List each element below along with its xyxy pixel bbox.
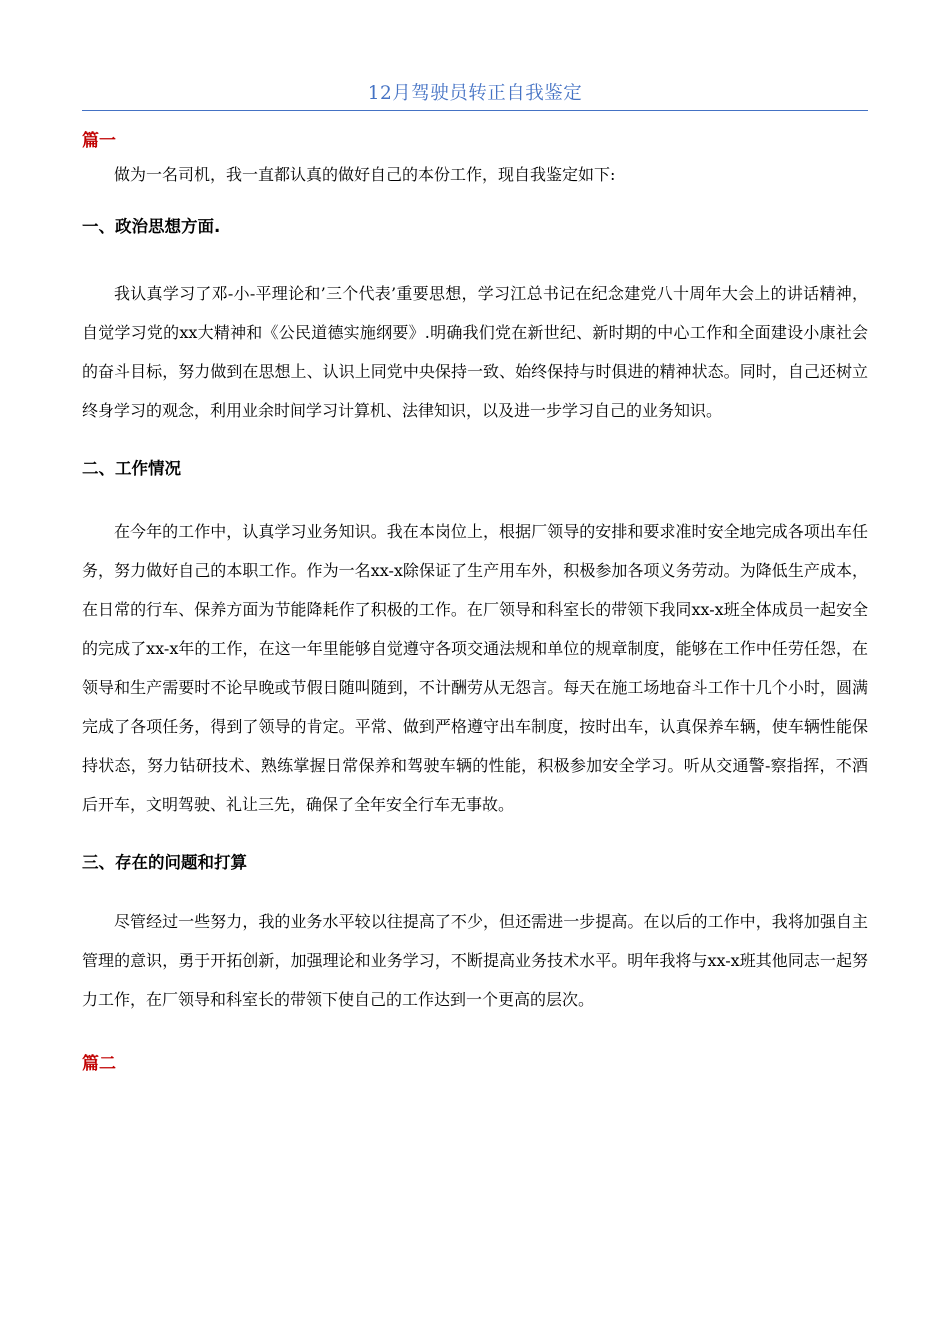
section-heading-work: 二、工作情况	[82, 459, 181, 478]
intro-paragraph: 做为一名司机，我一直都认真的做好自己的本份工作，现自我鉴定如下:	[114, 165, 616, 184]
part-heading-2: 篇二	[82, 1054, 116, 1074]
section-heading-problems: 三、存在的问题和打算	[82, 853, 247, 872]
document-title: 12月驾驶员转正自我鉴定	[367, 83, 583, 104]
section-body-work: 在今年的工作中，认真学习业务知识。我在本岗位上，根据厂领导的安排和要求准时安全地完成各项出车任务，努力做好自己的本职工作。作为一名xx-x除保证了生产用车外，积极参加各项义务劳动。为降低生产成本，在日常的行车、保养方面为节能降耗作了积极的工作。在厂领导和科室长的带领下我同xx-x班全体成员一起安全的完成了xx-x年的工作，在这一年里能够自觉遵守各项交通法规和单位的规章制度，能够在工作中任劳任怨，在领导和生产需要时不论早晚或节假日随叫随到，不计酬劳从无怨言。每天在施工场地奋斗工作十几个小时，圆满完成了各项任务，得到了领导的肯定。平常、做到严格遵守出车制度，按时出车，认真保养车辆，使车辆性能保持状态，努力钻研技术、熟练掌握日常保养和驾驶车辆的性能，积极参加安全学习。听从交通警-察指挥，不酒后开车，文明驾驶、礼让三先，确保了全年安全行车无事故。	[82, 522, 868, 814]
section-body-politics: 我认真学习了邓-小-平理论和’三个代表’重要思想，学习江总书记在纪念建党八十周年大会上的讲话精神，自觉学习党的xx大精神和《公民道德实施纲要》.明确我们党在新世纪、新时期的中心工作和全面建设小康社会的奋斗目标，努力做到在思想上、认识上同党中央保持一致、始终保持与时俱进的精神状态。同时，自己还树立终身学习的观念，利用业余时间学习计算机、法律知识，以及进一步学习自己的业务知识。	[82, 284, 868, 420]
part-heading-1: 篇一	[82, 131, 116, 151]
section-heading-politics: 一、政治思想方面.	[82, 217, 221, 236]
document-header	[82, 78, 868, 111]
document-body	[82, 124, 868, 1079]
section-body-problems: 尽管经过一些努力，我的业务水平较以往提高了不少，但还需进一步提高。在以后的工作中，我将加强自主管理的意识，勇于开拓创新，加强理论和业务学习，不断提高业务技术水平。明年我将与xx-x班其他同志一起努力工作，在厂领导和科室长的带领下使自己的工作达到一个更高的层次。	[82, 912, 868, 1009]
